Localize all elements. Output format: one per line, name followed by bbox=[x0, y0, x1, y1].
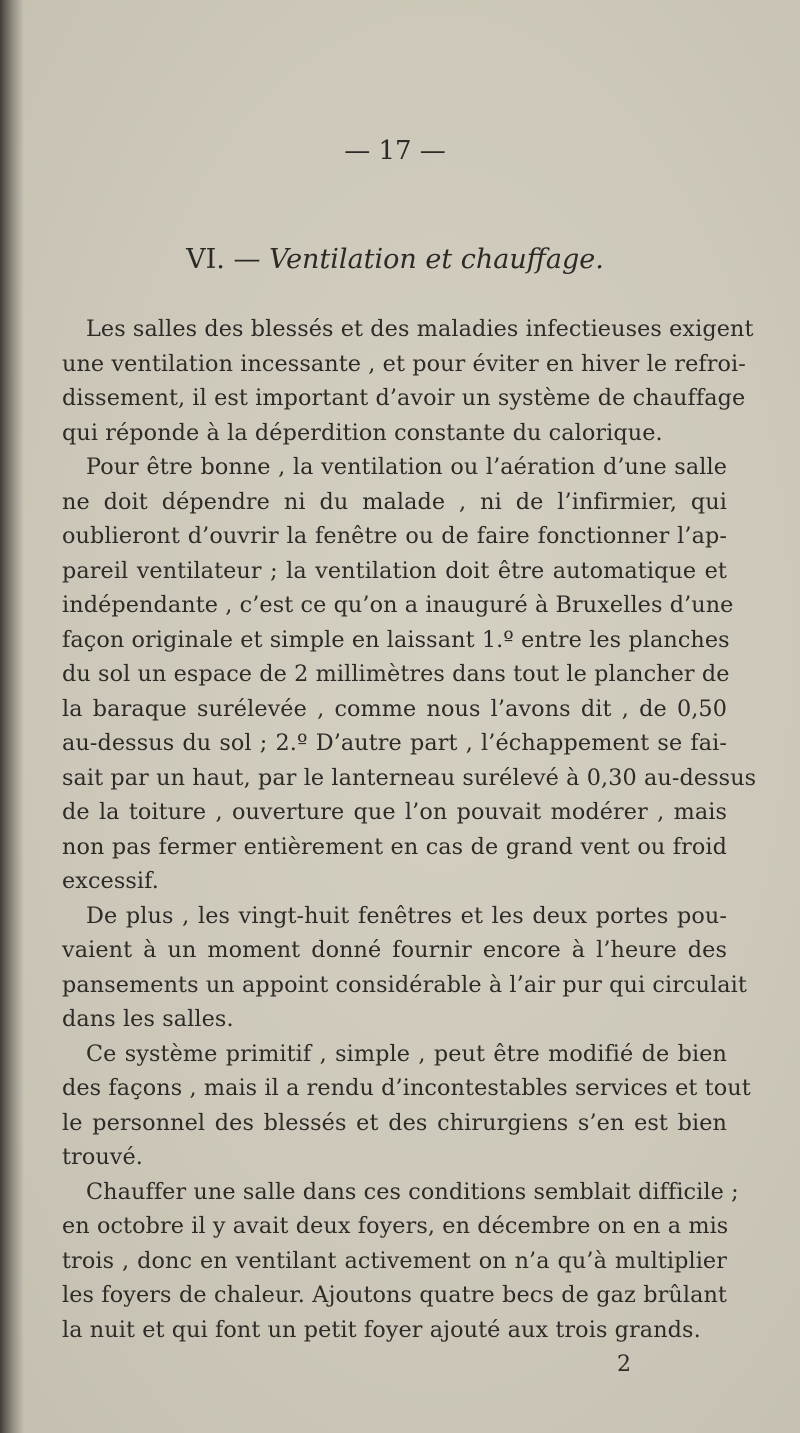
text-line: pansements un appoint considérable à l’air pur qui circulait bbox=[62, 971, 747, 998]
text-line: la baraque surélevée , comme nous l’avons dit , de 0,50 bbox=[62, 695, 727, 722]
text-line: De plus , les vingt-huit fenêtres et les deux portes pou- bbox=[86, 902, 727, 929]
paragraph bbox=[62, 899, 747, 1037]
text-line: indépendante , c’est ce qu’on a inauguré à Bruxelles d’une bbox=[62, 592, 734, 618]
text-line: oublieront d’ouvrir la fenêtre ou de faire fonctionner l’ap- bbox=[62, 523, 727, 549]
text-line: sait par un haut, par le lanterneau surélevé à 0,30 au-dessus bbox=[62, 764, 757, 791]
text-line: dissement, il est important d’avoir un système de chauffage bbox=[62, 385, 746, 411]
text-line: Les salles des blessés et des maladies infectieuses exigent bbox=[86, 316, 754, 342]
text-line: Ce système primitif , simple , peut être modifié de bien bbox=[86, 1040, 727, 1067]
text-line: excessif. bbox=[62, 868, 159, 894]
text-line: du sol un espace de 2 millimètres dans tout le plancher de bbox=[62, 661, 730, 687]
text-line: trouvé. bbox=[62, 1144, 143, 1170]
section-dash: — bbox=[233, 244, 261, 275]
paragraph bbox=[62, 450, 757, 899]
paragraph bbox=[62, 1175, 739, 1348]
text-line: une ventilation incessante , et pour éviter en hiver le refroi- bbox=[62, 350, 746, 377]
section-heading bbox=[0, 244, 790, 275]
text-line: vaient à un moment donné fournir encore à l’heure des bbox=[62, 937, 727, 963]
book-binding-edge bbox=[0, 0, 24, 1433]
body-text bbox=[62, 312, 757, 1347]
text-line: de la toiture , ouverture que l’on pouvait modérer , mais bbox=[62, 799, 727, 825]
text-line: dans les salles. bbox=[62, 1006, 234, 1032]
text-line: le personnel des blessés et des chirurgiens s’en est bien bbox=[62, 1109, 727, 1136]
text-line: au-dessus du sol ; 2.º D’autre part , l’échappement se fai- bbox=[62, 730, 727, 756]
text-line: trois , donc en ventilant activement on n’a qu’à multiplier bbox=[62, 1247, 727, 1274]
text-line: des façons , mais il a rendu d’incontestables services et tout bbox=[62, 1075, 751, 1101]
text-line: en octobre il y avait deux foyers, en décembre on en a mis bbox=[62, 1213, 729, 1239]
paragraph bbox=[62, 1037, 751, 1175]
section-number: VI. bbox=[186, 244, 225, 275]
text-line: ne doit dépendre ni du malade , ni de l’infirmier, qui bbox=[62, 488, 727, 515]
text-line: la nuit et qui font un petit foyer ajouté aux trois grands. bbox=[62, 1316, 701, 1343]
text-line: Chauffer une salle dans ces conditions semblait difficile ; bbox=[86, 1178, 739, 1205]
text-line: les foyers de chaleur. Ajoutons quatre becs de gaz brûlant bbox=[62, 1282, 727, 1308]
signature-mark: 2 bbox=[617, 1352, 631, 1377]
page-number: — 17 — bbox=[344, 136, 446, 166]
text-line: qui réponde à la déperdition constante du calorique. bbox=[62, 419, 663, 446]
text-line: pareil ventilateur ; la ventilation doit être automatique et bbox=[62, 557, 727, 584]
section-title: Ventilation et chauffage. bbox=[269, 244, 604, 275]
text-line: Pour être bonne , la ventilation ou l’aération d’une salle bbox=[86, 454, 727, 480]
paragraph bbox=[62, 312, 754, 450]
text-line: façon originale et simple en laissant 1.º entre les planches bbox=[62, 626, 730, 653]
text-line: non pas fermer entièrement en cas de grand vent ou froid bbox=[62, 833, 727, 860]
